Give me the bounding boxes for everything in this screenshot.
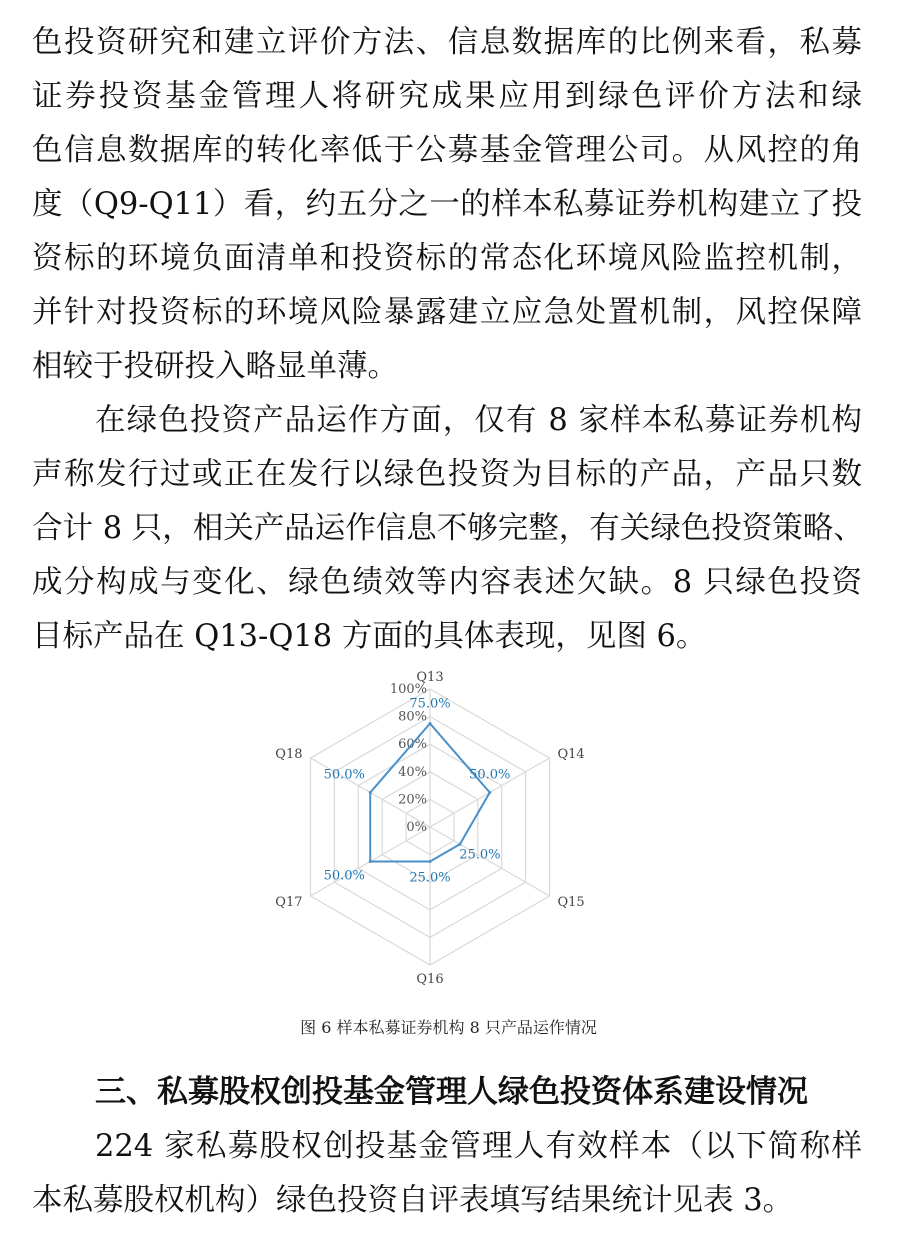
text-line: 相较于投研投入略显单薄。	[32, 349, 398, 384]
data-label-q16: 25.0%	[409, 870, 451, 886]
category-label-q15: Q15	[557, 895, 585, 910]
data-label-q13: 75.0%	[409, 696, 451, 712]
category-label-q16: Q16	[416, 972, 444, 987]
data-point	[369, 791, 372, 794]
data-label-q17: 50.0%	[323, 868, 365, 884]
text-line: 证券投资基金管理人将研究成果应用到绿色评价方法和绿	[32, 79, 862, 114]
text-line: 资标的环境负面清单和投资标的常态化环境风险监控机制，	[32, 241, 862, 276]
text-line: 度（Q9-Q11）看，约五分之一的样本私募证券机构建立了投	[32, 187, 862, 222]
radar-chart	[270, 660, 630, 990]
text-line: 并针对投资标的环境风险暴露建立应急处置机制，风控保障	[32, 295, 862, 330]
radial-tick-label: 60%	[398, 737, 427, 753]
text-line: 本私募股权机构）绿色投资自评表填写结果统计见表 3。	[32, 1183, 794, 1218]
text-line: 成分构成与变化、绿色绩效等内容表述欠缺。8 只绿色投资	[32, 565, 862, 600]
text-line: 色投资研究和建立评价方法、信息数据库的比例来看，私募	[32, 25, 862, 60]
data-point	[369, 860, 372, 863]
radial-tick-label: 40%	[398, 764, 427, 780]
radar-grid	[310, 689, 549, 965]
data-point	[458, 843, 461, 846]
text-line: 合计 8 只，相关产品运作信息不够完整，有关绿色投资策略、	[32, 511, 864, 546]
text-line: 在绿色投资产品运作方面，仅有 8 家样本私募证券机构	[95, 403, 862, 438]
radial-tick-label: 20%	[398, 792, 427, 808]
data-point	[429, 860, 432, 863]
data-point	[429, 722, 432, 725]
text-line: 目标产品在 Q13-Q18 方面的具体表现，见图 6。	[32, 619, 707, 654]
radial-tick-label: 100%	[389, 682, 427, 697]
figure-caption: 图 6 样本私募证券机构 8 只产品运作情况	[300, 1018, 597, 1037]
data-label-q15: 25.0%	[459, 847, 501, 863]
category-label-q13: Q13	[416, 670, 444, 685]
data-labels	[324, 697, 511, 886]
section-heading: 三、私募股权创投基金管理人绿色投资体系建设情况	[95, 1074, 808, 1110]
text-line: 声称发行过或正在发行以绿色投资为目标的产品，产品只数	[32, 457, 862, 492]
text-line: 224 家私募股权创投基金管理人有效样本（以下简称样	[95, 1129, 862, 1164]
radial-tick-label: 0%	[406, 820, 427, 835]
data-label-q14: 50.0%	[469, 767, 511, 783]
data-point	[488, 791, 491, 794]
category-label-q14: Q14	[557, 747, 585, 762]
text-line: 色信息数据库的转化率低于公募基金管理公司。从风控的角	[32, 133, 862, 168]
data-label-q18: 50.0%	[323, 767, 365, 783]
category-label-q18: Q18	[275, 747, 303, 762]
category-label-q17: Q17	[275, 895, 303, 910]
radial-tick-label: 80%	[398, 709, 427, 725]
